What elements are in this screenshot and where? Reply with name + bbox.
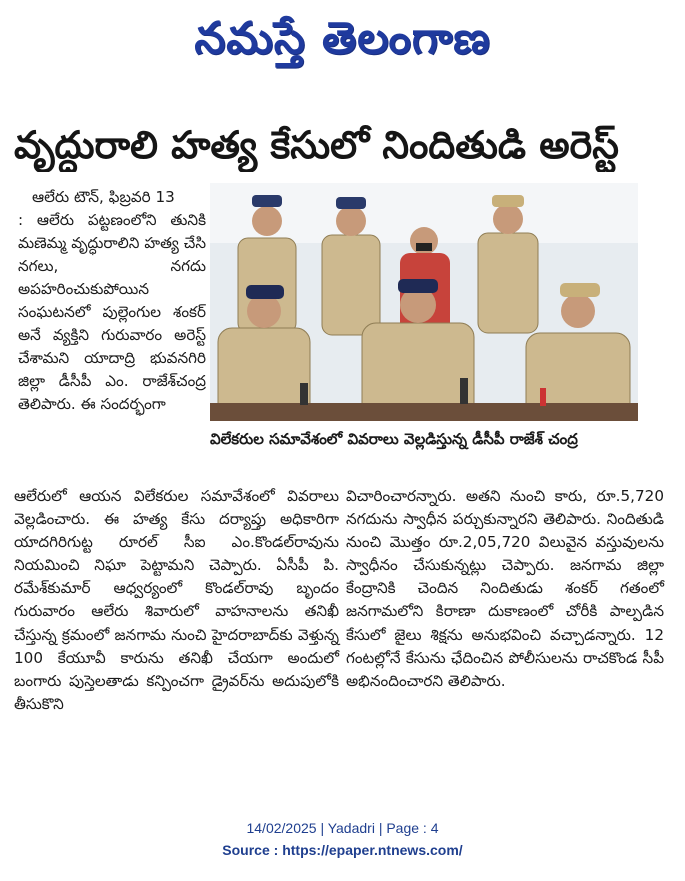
footer-source-link[interactable]: Source : https://epaper.ntnews.com/ (222, 842, 463, 858)
article-column-right (346, 485, 664, 693)
article-headline: వృద్ధురాలి హత్య కేసులో నిందితుడి అరెస్ట్ (14, 123, 619, 167)
article-paragraph-right: విచారించారన్నారు. అతని నుంచి కారు, రూ.5,720 నగదును స్వాధీన పర్చుకున్నారని తెలిపారు. నిందితుడి నుంచి మొత్తం రూ.2,05,720 విలువైన వస్తువులను స్వాధీనం చేసుకున్నట్లు చెప్పారు. జనగామ జిల్లా కేంద్రానికి చెందిన నిందితుడు శంకర్ గతంలో జనగామలోని కిరాణా దుకాణంలో చోరీకి పాల్పడిన కేసులో జైలు శిక్షను అనుభవించి వచ్చాడన్నారు. 12 గంటల్లోనే కేసును ఛేదించిన పోలీసులను రాచకొండ సీపీ అభినందించారని తెలిపారు. (346, 487, 664, 690)
article-paragraph-top: : ఆలేరు పట్టణంలోని తునికి మణెమ్మ వృద్ధురాలిని హత్య చేసి నగలు, నగదు అపహరించుకుపోయిన సంఘటనలో పుల్లెంగుల శంకర్ అనే వ్యక్తిని గురువారం అరెస్ట్ చేశామని యాదాద్రి భువనగిరి జిల్లా డీసీపీ ఎం. రాజేశ్‌చంద్ర తెలిపారు. ఈ సందర్భంగా (18, 211, 206, 413)
article-paragraph-left: ఆలేరులో ఆయన విలేకరుల సమావేశంలో వివరాలు వెల్లడించారు. ఈ హత్య కేసు దర్యాప్తు అధికారిగా యాదగిరిగుట్ట రూరల్ సీఐ ఎం.కొండల్‌రావును నియమించి నిఘా పెట్టామని చెప్పారు. ఏసీపీ పి. రమేశ్‌కుమార్ ఆధ్వర్యంలో కొండల్‌రావు బృందం గురువారం ఆలేరు శివారులో వాహనాలను తనిఖీ చేస్తున్న క్రమంలో జనగామ నుంచి హైదరాబాద్‌కు వెళ్తున్న 100 కేయూవీ కారును తనిఖీ చేయగా అందులో బంగారు పుస్తెలతాడు కన్పించగా డ్రైవర్‌ను అదుపులోకి తీసుకొని (14, 487, 339, 713)
police-officers-photo (210, 183, 638, 421)
article-dateline: ఆలేరు టౌన్, ఫిబ్రవరి 13 (32, 188, 175, 206)
press-meet-photo (210, 183, 638, 421)
photo-caption: విలేకరుల సమావేశంలో వివరాలు వెల్లడిస్తున్న డీసీపీ రాజేశ్ చంద్ర (210, 430, 578, 448)
article-column-top (18, 186, 206, 416)
footer-date-edition: 14/02/2025 | Yadadri | Page : 4 (246, 820, 439, 836)
newspaper-masthead: నమస్తే తెలంగాణ (194, 13, 491, 64)
article-column-left (14, 485, 339, 716)
